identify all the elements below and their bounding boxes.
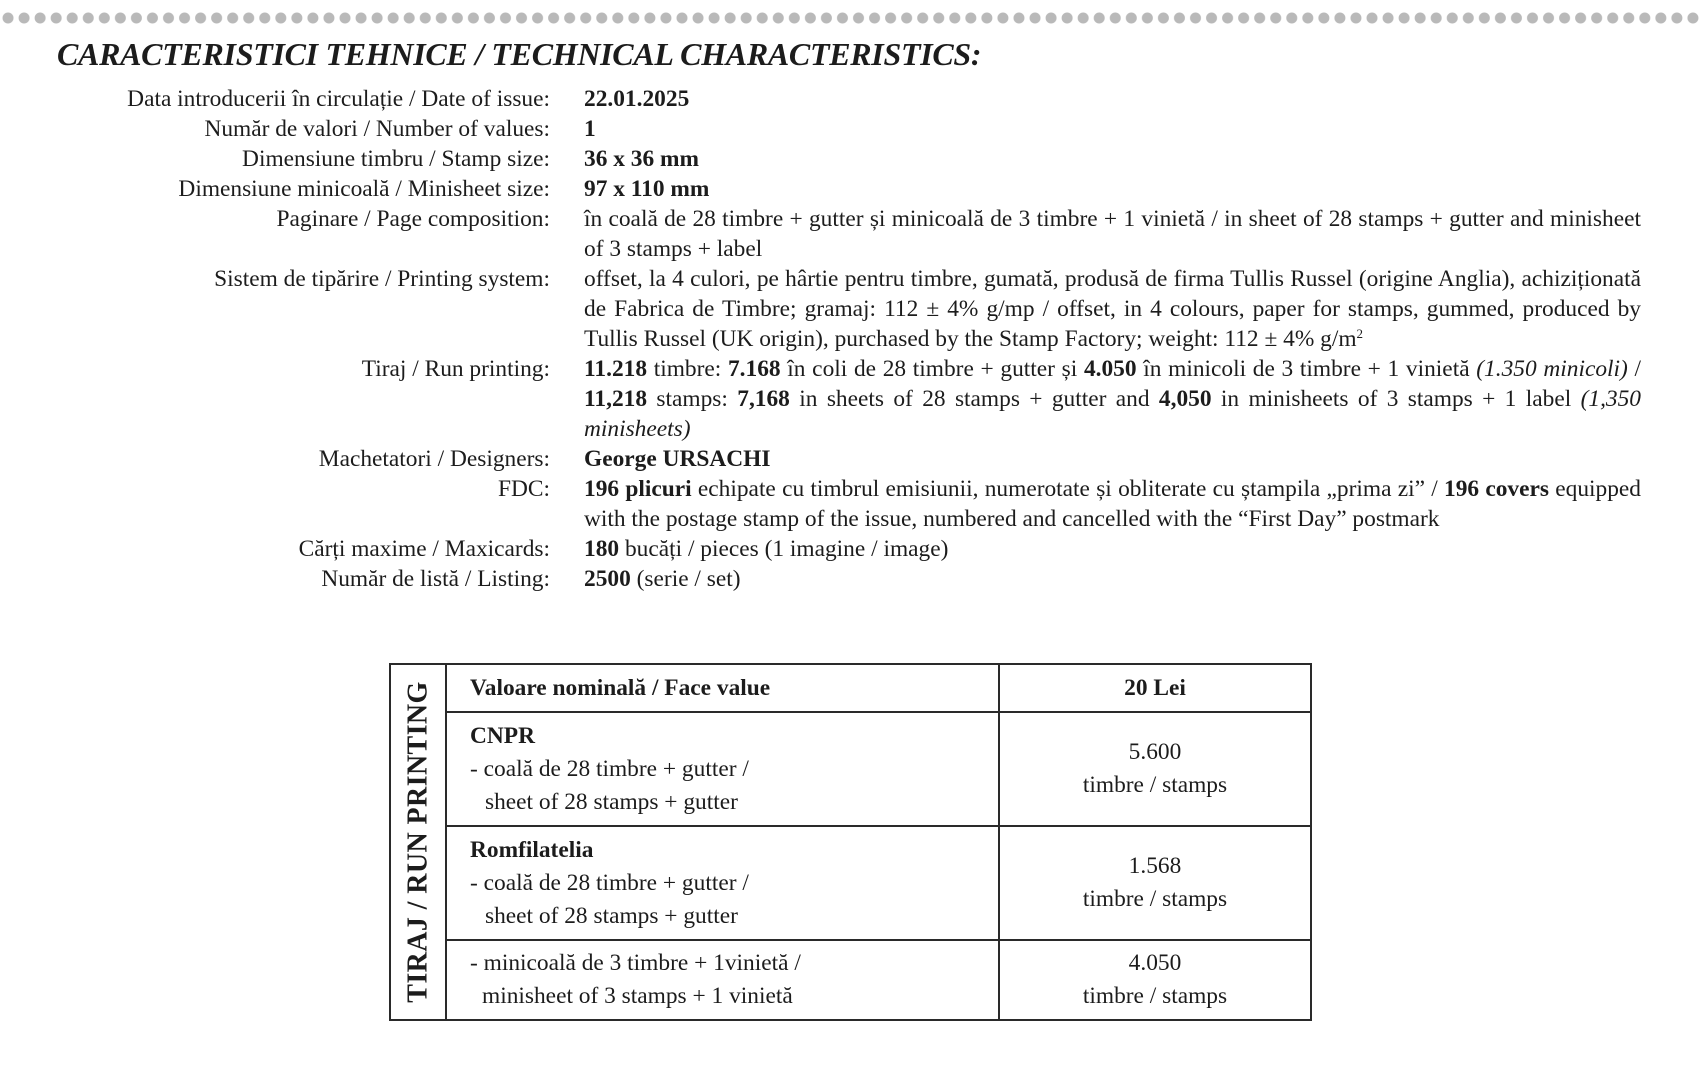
specs-list	[0, 84, 1702, 594]
spec-row-values	[0, 114, 1702, 144]
spec-label: Machetatori / Designers:	[318, 446, 550, 472]
spec-row-run-printing	[0, 354, 1702, 444]
spec-value: 180 bucăți / pieces (1 imagine / image)	[584, 536, 949, 562]
spec-row-stamp-size	[0, 144, 1702, 174]
spec-value: 2500 (serie / set)	[584, 566, 741, 592]
run-printing-table	[389, 663, 1312, 1021]
header-label-cell: Valoare nominală / Face value	[446, 664, 999, 712]
spec-value: 97 x 110 mm	[584, 176, 710, 202]
spec-value: 11.218 timbre: 7.168 în coli de 28 timbre + gutter și 4.050 în minicoli de 3 timbre + 1 vinietă (1.350 minicoli) / 11,218 stamps: 7,168 in sheets of 28 stamps + gutter and 4,050 in minisheets of 3 stamps + 1 label (1,350 minisheets)	[584, 356, 1642, 442]
table-row	[390, 712, 1311, 826]
spec-value: 1	[584, 116, 596, 142]
row-description: CNPR - coală de 28 timbre + gutter / sheet of 28 stamps + gutter	[446, 712, 999, 826]
spec-value: în coală de 28 timbre + gutter și minicoală de 3 timbre + 1 vinietă / in sheet of 28 stamps + gutter and minisheet of 3 stamps + label	[584, 206, 1641, 262]
spec-label: FDC:	[497, 476, 550, 502]
spec-row-printing-system	[0, 264, 1702, 354]
spec-label: Data introducerii în circulație / Date of issue:	[127, 86, 550, 112]
spec-value: George URSACHI	[584, 446, 771, 472]
table-header-row	[390, 664, 1311, 712]
spec-label: Dimensiune minicoală / Minisheet size:	[178, 176, 550, 202]
spec-label: Sistem de tipărire / Printing system:	[214, 266, 550, 292]
spec-value: 22.01.2025	[584, 86, 690, 112]
table-row	[390, 940, 1311, 1020]
spec-row-page-composition	[0, 204, 1702, 264]
spec-label: Paginare / Page composition:	[276, 206, 550, 232]
side-label: TIRAJ / RUN PRINTING	[402, 681, 434, 1003]
spec-row-fdc	[0, 474, 1702, 534]
page-title: CARACTERISTICI TEHNICE / TECHNICAL CHARACTERISTICS:	[57, 36, 982, 72]
row-description: Romfilatelia - coală de 28 timbre + gutter / sheet of 28 stamps + gutter	[446, 826, 999, 940]
spec-row-listing	[0, 564, 1702, 594]
spec-label: Tiraj / Run printing:	[361, 356, 550, 382]
spec-row-minisheet-size	[0, 174, 1702, 204]
spec-value: 36 x 36 mm	[584, 146, 699, 172]
spec-row-designers	[0, 444, 1702, 474]
spec-label: Număr de valori / Number of values:	[204, 116, 550, 142]
row-quantity: 1.568 timbre / stamps	[999, 826, 1311, 940]
spec-value: offset, la 4 culori, pe hârtie pentru timbre, gumată, produsă de firma Tullis Russel (origine Anglia), achiziționată de Fabrica de Timbre; gramaj: 112 ± 4% g/mp / offset, in 4 colours, paper for stamps, gummed, produced by Tullis Russel (UK origin), purchased by the Stamp Factory; weight: 112 ± 4% $g/m^2$	[584, 266, 1641, 352]
row-quantity: 5.600 timbre / stamps	[999, 712, 1311, 826]
spec-label: Dimensiune timbru / Stamp size:	[242, 146, 550, 172]
row-description: - minicoală de 3 timbre + 1vinietă / minisheet of 3 stamps + 1 vinietă	[446, 940, 999, 1020]
dotted-border	[0, 10, 1702, 26]
table-row	[390, 826, 1311, 940]
side-label-cell	[390, 664, 446, 1020]
spec-label: Cărți maxime / Maxicards:	[298, 536, 550, 562]
spec-row-maxicards	[0, 534, 1702, 564]
spec-row-date	[0, 84, 1702, 114]
spec-value: 196 plicuri echipate cu timbrul emisiunii, numerotate și obliterate cu ștampila „prima zi” / 196 covers equipped with the postage stamp of the issue, numbered and cancelled with the “First Day” postmark	[584, 476, 1642, 532]
spec-label: Număr de listă / Listing:	[321, 566, 550, 592]
row-quantity: 4.050 timbre / stamps	[999, 940, 1311, 1020]
header-value-cell: 20 Lei	[999, 664, 1311, 712]
